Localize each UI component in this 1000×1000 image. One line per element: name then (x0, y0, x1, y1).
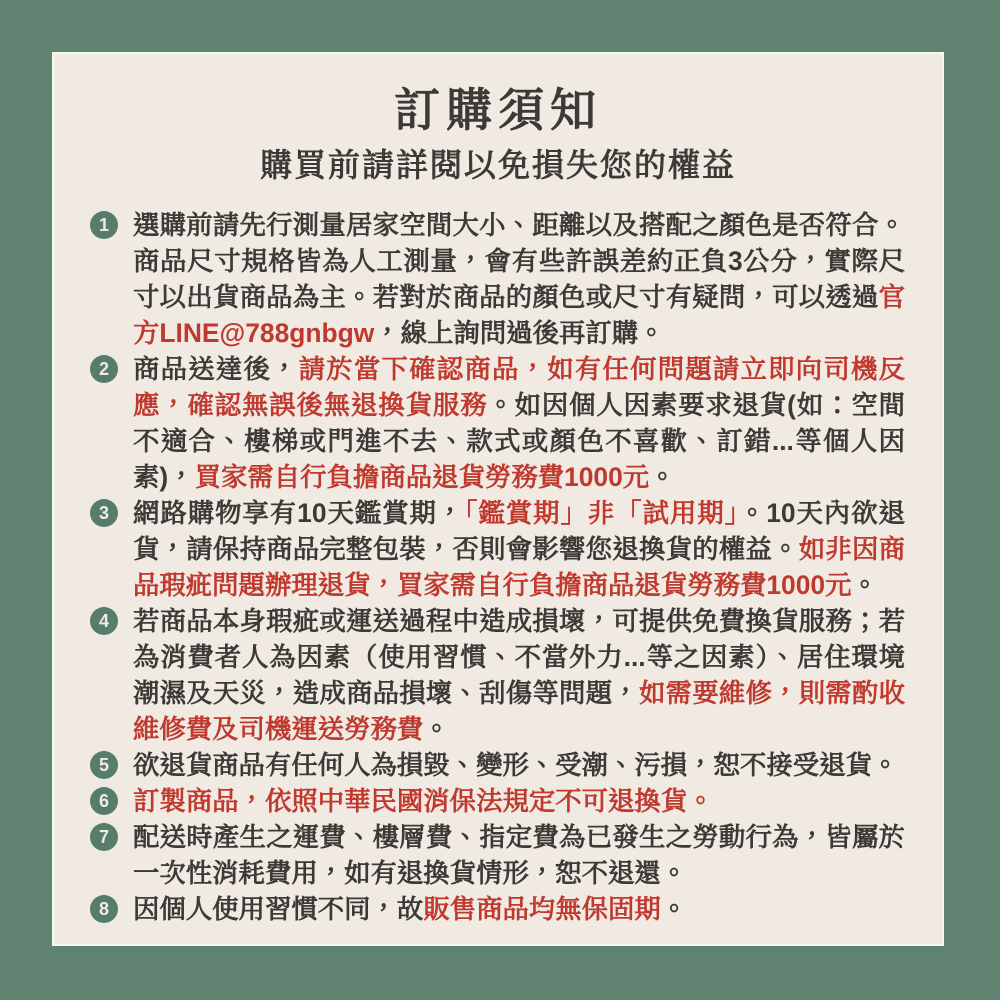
notice-number-badge-6: 6 (90, 787, 118, 815)
notice-3-segment-1: 網路購物享有10天鑑賞期， (133, 498, 465, 528)
notice-item (90, 603, 905, 747)
notice-number-badge-8: 8 (90, 895, 118, 923)
notice-8-segment-1: 因個人使用習慣不同，故 (133, 894, 424, 924)
notice-4-segment-1: 若商品本身瑕疵或運送過程中造成損壞，可提供免費換貨服務；若為消費者人為因素（使用習慣、不當外力...等之因素）、居住環境潮濕及天災，造成商品損壞、刮傷等問題， (133, 606, 905, 708)
notice-item (90, 495, 905, 603)
notice-number-badge-5: 5 (90, 751, 118, 779)
notice-text (133, 783, 905, 819)
notice-1-segment-2-red: 官方LINE@788gnbgw (133, 282, 905, 348)
notice-text (133, 603, 905, 747)
notice-number-badge-3: 3 (90, 499, 118, 527)
notice-number-badge-2: 2 (90, 355, 118, 383)
notice-text (133, 819, 905, 891)
notice-text (133, 351, 905, 495)
notice-3-segment-2-red: 「鑑賞期」非「試用期」 (464, 498, 739, 528)
notice-2-segment-1: 商品送達後， (133, 354, 299, 384)
notice-2-segment-3: 。如因個人因素要求退貨(如：空間不適合、樓梯或門進不去、款式或顏色不喜歡、訂錯...等個人因素)， (133, 390, 905, 492)
notice-2-segment-4-red: 買家需自行負擔商品退貨勞務費1000元 (194, 462, 650, 492)
notice-3-segment-5: 。 (851, 570, 878, 600)
notice-item (90, 747, 905, 783)
notice-list (54, 207, 942, 927)
notice-item (90, 351, 905, 495)
notice-1-segment-3: ，線上詢問過後再訂購。 (374, 318, 665, 348)
notice-text (133, 891, 905, 927)
notice-4-segment-2-red: 如需要維修，則需酌收維修費及司機運送勞務費 (133, 678, 906, 744)
notice-3-segment-3: 。10天內欲退貨，請保持商品完整包裝，否則會影響您退換貨的權益。 (133, 498, 905, 564)
notice-8-segment-3: 。 (660, 894, 688, 924)
notice-2-segment-5: 。 (649, 462, 676, 492)
notice-7-segment-1: 配送時產生之運費、樓層費、指定費為已發生之勞動行為，皆屬於一次性消耗費用，如有退換貨情形，恕不退還。 (133, 822, 905, 888)
notice-8-segment-2-red: 販售商品均無保固期 (423, 894, 661, 924)
notice-text (133, 747, 905, 783)
notice-item (90, 783, 905, 819)
notice-4-segment-3: 。 (423, 714, 450, 744)
notice-6-segment-1-red: 訂製商品，依照中華民國消保法規定不可退換貨。 (133, 786, 714, 816)
page-subtitle: 購買前請詳閱以免損失您的權益 (259, 147, 736, 183)
notice-2-segment-2-red: 請於當下確認商品，如有任何問題請立即向司機反應，確認無誤後無退換貨服務 (133, 354, 906, 420)
page-title: 訂購須知 (394, 84, 602, 136)
notice-panel (52, 52, 944, 946)
notice-3-segment-4-red: 如非因商品瑕疵問題辦理退貨，買家需自行負擔商品退貨勞務費1000元 (133, 534, 906, 600)
notice-item (90, 207, 905, 351)
notice-item (90, 819, 905, 891)
notice-number-badge-7: 7 (90, 823, 118, 851)
notice-1-segment-1: 選購前請先行測量居家空間大小、距離以及搭配之顏色是否符合。商品尺寸規格皆為人工測量，會有些許誤差約正負3公分，實際尺寸以出貨商品為主。若對於商品的顏色或尺寸有疑問，可以透過 (133, 210, 905, 312)
notice-item (90, 891, 905, 927)
notice-text (133, 207, 905, 351)
notice-5-segment-1: 欲退貨商品有任何人為損毀、變形、受潮、污損，恕不接受退貨。 (133, 750, 899, 780)
notice-number-badge-1: 1 (90, 211, 118, 239)
notice-text (133, 495, 905, 603)
notice-number-badge-4: 4 (90, 607, 118, 635)
